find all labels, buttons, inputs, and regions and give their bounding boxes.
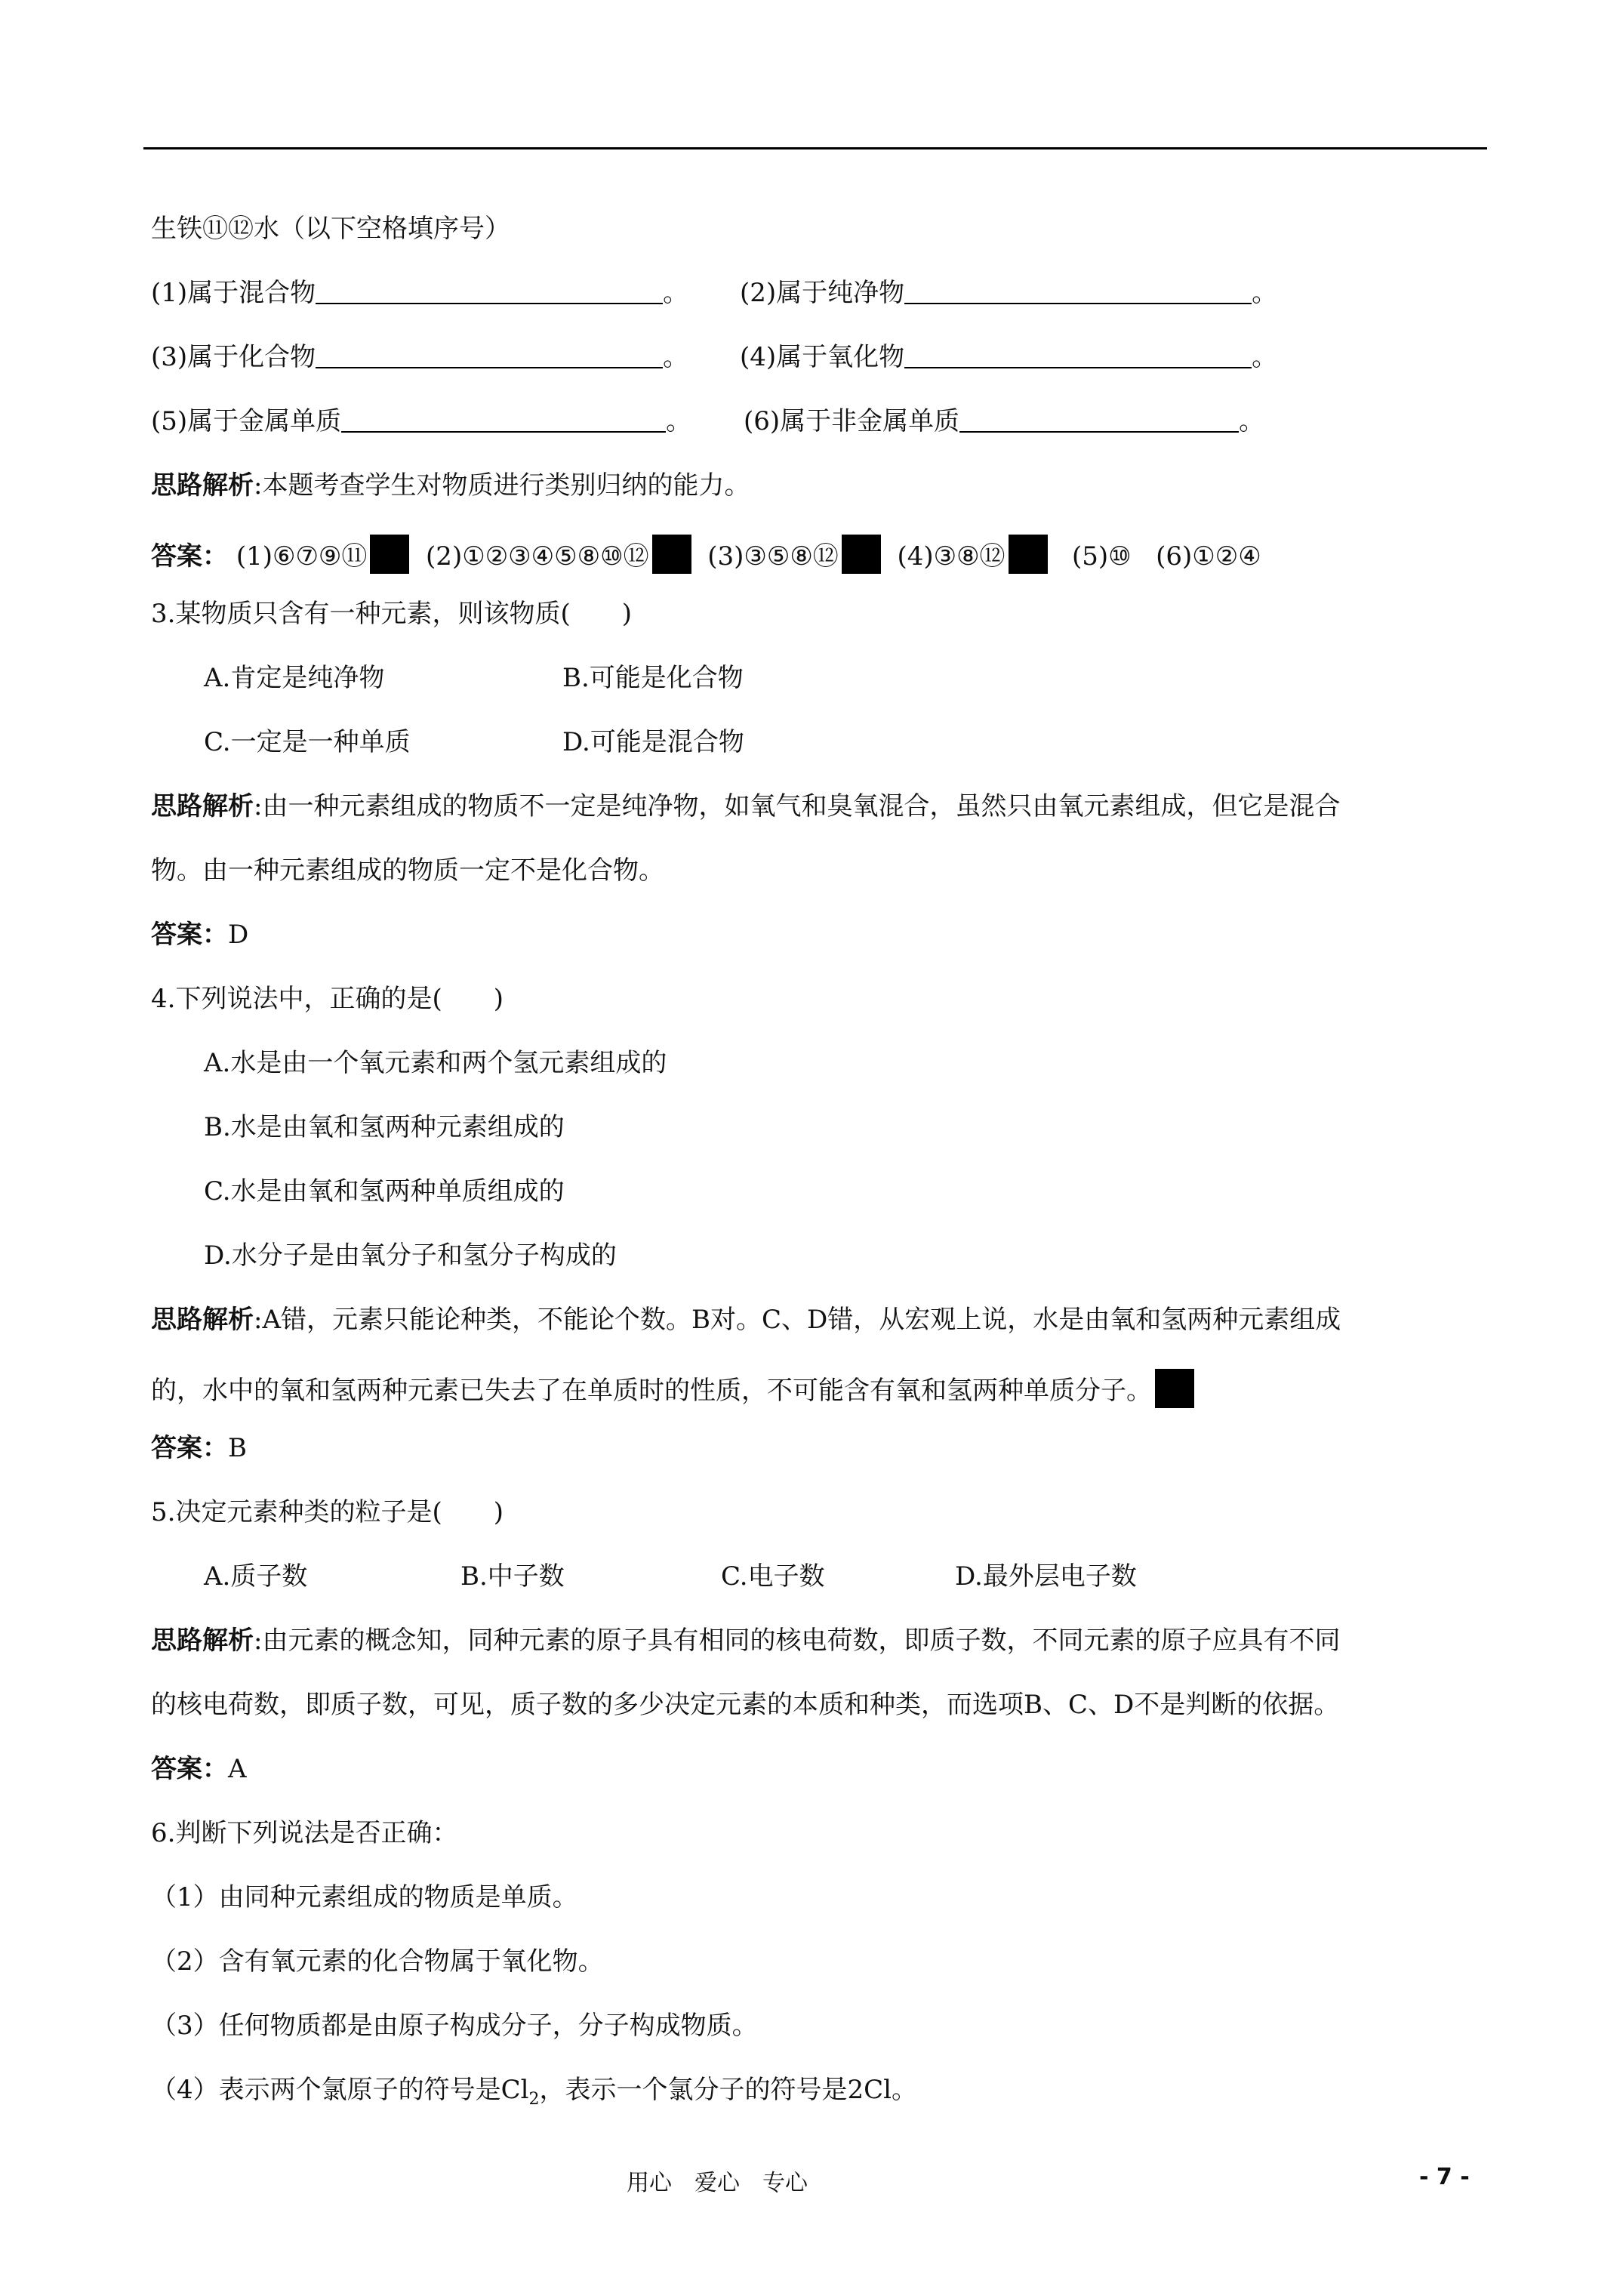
redaction-block	[1009, 535, 1048, 574]
q2-item-1: (1)属于混合物 。	[151, 278, 689, 308]
q6-item-2: （2）含有氧元素的化合物属于氧化物。	[151, 1946, 604, 1977]
q5-analysis-1: 思路解析:由元素的概念知，同种元素的原子具有相同的核电荷数，即质子数，不同元素的原子应具有不同	[151, 1626, 1341, 1656]
q2-item-6: (6)属于非金属单质 。	[744, 406, 1265, 436]
q5-stem: 5.决定元素种类的粒子是( )	[151, 1497, 504, 1527]
q5-answer: 答案：A	[151, 1754, 247, 1784]
footer-motto: 用心 爱心 专心	[627, 2170, 808, 2196]
answer-blank[interactable]	[316, 280, 663, 304]
q5-option-a: A.质子数	[204, 1561, 308, 1592]
answer-blank[interactable]	[904, 344, 1252, 368]
q4-stem: 4.下列说法中，正确的是( )	[151, 984, 504, 1014]
redaction-block	[652, 535, 691, 574]
q3-answer: 答案：D	[151, 920, 249, 950]
q4-option-d: D.水分子是由氧分子和氢分子构成的	[204, 1240, 617, 1271]
answer-blank[interactable]	[959, 408, 1239, 433]
header-rule	[143, 147, 1487, 149]
answer-blank[interactable]	[341, 408, 666, 433]
q3-option-a: A.肯定是纯净物	[204, 663, 385, 693]
q3-analysis-1: 思路解析:由一种元素组成的物质不一定是纯净物，如氧气和臭氧混合，虽然只由氧元素组成，但它是混合	[151, 791, 1341, 821]
redaction-block	[1155, 1369, 1194, 1408]
q3-option-b: B.可能是化合物	[562, 663, 744, 693]
answer-blank[interactable]	[316, 344, 663, 368]
q3-option-c: C.一定是一种单质	[204, 727, 411, 757]
q4-analysis-1: 思路解析:A错，元素只能论种类，不能论个数。B对。C、D错，从宏观上说，水是由氧和氢两种元素组成	[151, 1305, 1341, 1335]
q4-option-b: B.水是由氧和氢两种元素组成的	[204, 1112, 565, 1142]
q2-analysis: 思路解析:本题考查学生对物质进行类别归纳的能力。	[151, 470, 750, 501]
q4-option-a: A.水是由一个氧元素和两个氢元素组成的	[204, 1048, 667, 1078]
q2-item-5: (5)属于金属单质 。	[151, 406, 692, 436]
redaction-block	[842, 535, 881, 574]
answer-blank[interactable]	[904, 280, 1252, 304]
q2-item-3: (3)属于化合物 。	[151, 342, 689, 372]
q6-item-1: （1）由同种元素组成的物质是单质。	[151, 1882, 578, 1912]
q6-item-3: （3）任何物质都是由原子构成分子，分子构成物质。	[151, 2011, 758, 2041]
q2-intro: 生铁⑪⑫水（以下空格填序号）	[151, 214, 510, 244]
page-number: - 7 -	[1419, 2164, 1470, 2190]
q3-analysis-2: 物。由一种元素组成的物质一定不是化合物。	[151, 855, 664, 886]
q4-option-c: C.水是由氧和氢两种单质组成的	[204, 1176, 565, 1207]
q5-analysis-2: 的核电荷数，即质子数，可见，质子数的多少决定元素的本质和种类，而选项B、C、D不是判断的依据。	[151, 1690, 1340, 1720]
q3-stem: 3.某物质只含有一种元素，则该物质( )	[151, 599, 632, 629]
q2-item-4: (4)属于氧化物 。	[740, 342, 1278, 372]
q3-option-d: D.可能是混合物	[562, 727, 744, 757]
q5-option-d: D.最外层电子数	[955, 1561, 1137, 1592]
q2-item-2: (2)属于纯净物 。	[740, 278, 1278, 308]
q2-answer: 答案： (1)⑥⑦⑨⑪ (2)①②③④⑤⑧⑩⑫ (3)③⑤⑧⑫ (4)③⑧⑫ (5)⑩ (6)①②④	[151, 535, 1261, 574]
redaction-block	[370, 535, 409, 574]
q4-analysis-2: 的，水中的氧和氢两种元素已失去了在单质时的性质，不可能含有氧和氢两种单质分子。	[151, 1369, 1194, 1408]
q4-answer: 答案：B	[151, 1433, 247, 1463]
q5-option-c: C.电子数	[721, 1561, 825, 1592]
q6-item-4: （4）表示两个氯原子的符号是$Cl_2$，表示一个氯分子的符号是2Cl。	[151, 2075, 918, 2109]
q6-stem: 6.判断下列说法是否正确：	[151, 1818, 458, 1848]
q5-option-b: B.中子数	[460, 1561, 565, 1592]
